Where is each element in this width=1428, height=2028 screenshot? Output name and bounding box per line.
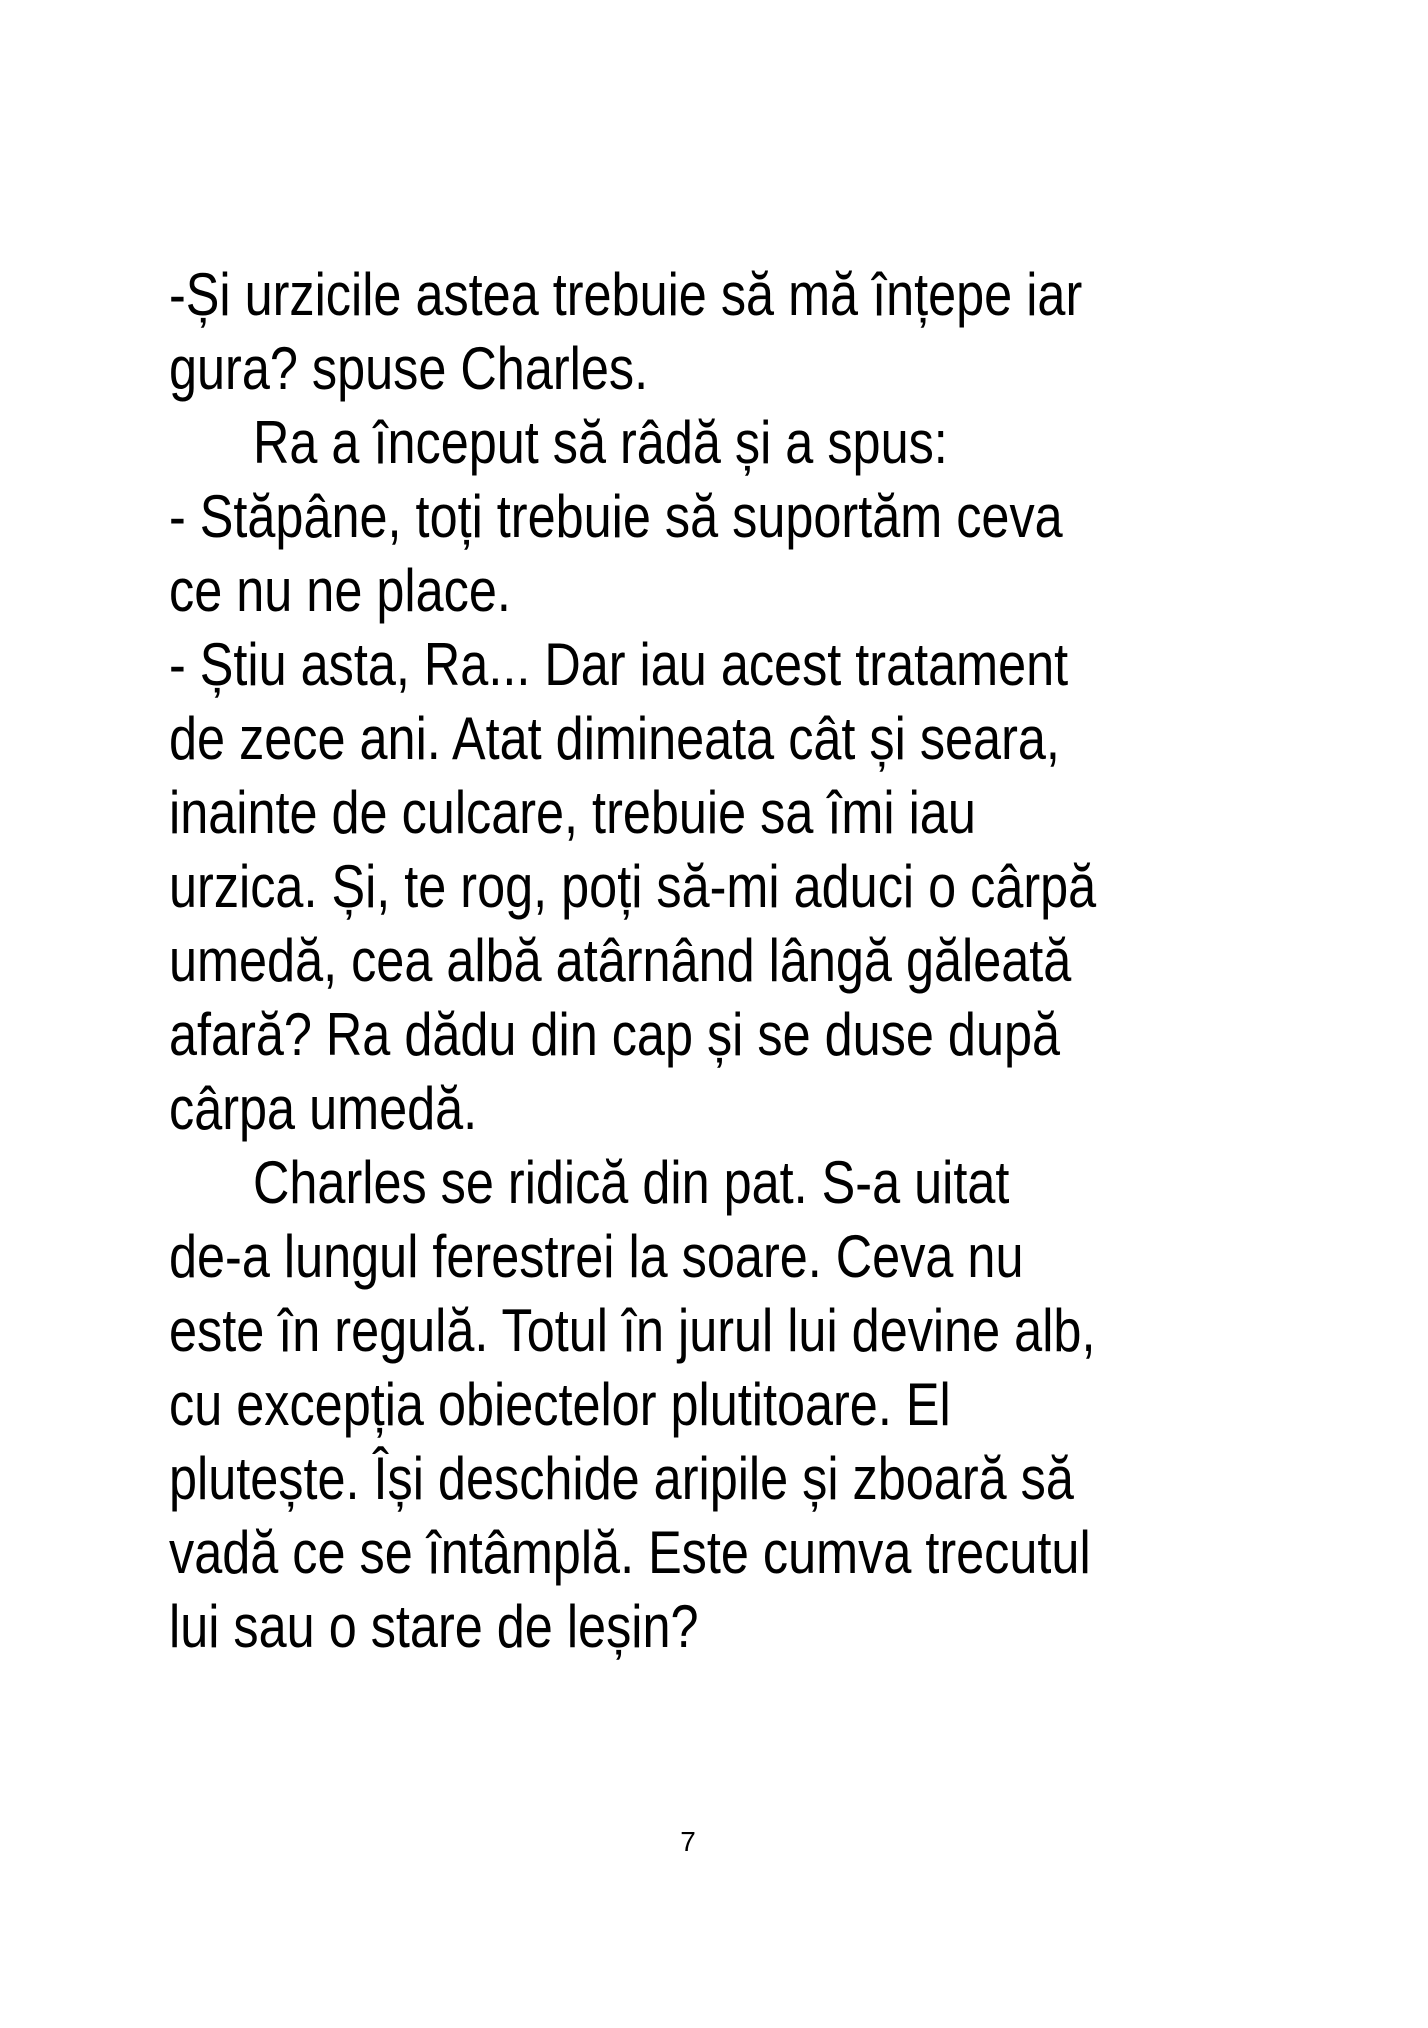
text-line: vadă ce se întâmplă. Este cumva trecutul <box>169 1519 1091 1586</box>
text-line: afară? Ra dădu din cap și se duse după <box>169 1001 1061 1068</box>
text-line: ce nu ne place. <box>169 557 511 624</box>
text-line: -Și urzicile astea trebuie să mă înțepe iar <box>169 261 1083 328</box>
text-line: cârpa umedă. <box>169 1075 478 1142</box>
text-line: urzica. Și, te rog, poți să-mi aduci o cârpă <box>169 853 1097 920</box>
page-number: 7 <box>680 1826 696 1857</box>
text-line: Charles se ridică din pat. S-a uitat <box>253 1149 1010 1216</box>
text-line: gura? spuse Charles. <box>169 335 649 402</box>
text-line: umedă, cea albă atârnând lângă găleată <box>169 927 1072 994</box>
text-line: - Știu asta, Ra... Dar iau acest tratament <box>169 631 1069 698</box>
text-line: de zece ani. Atat dimineata cât și seara, <box>169 705 1060 772</box>
text-line: cu excepția obiectelor plutitoare. El <box>169 1371 951 1438</box>
body-text <box>169 258 1096 1664</box>
text-line: plutește. Își deschide aripile și zboară să <box>169 1445 1074 1512</box>
text-line: lui sau o stare de leșin? <box>169 1593 699 1660</box>
text-line: inainte de culcare, trebuie sa îmi iau <box>169 779 976 846</box>
text-line: de-a lungul ferestrei la soare. Ceva nu <box>169 1223 1024 1290</box>
text-line: Ra a început să râdă și a spus: <box>253 409 948 476</box>
text-line: - Stăpâne, toți trebuie să suportăm ceva <box>169 483 1063 550</box>
text-line: este în regulă. Totul în jurul lui devine alb, <box>169 1297 1096 1364</box>
